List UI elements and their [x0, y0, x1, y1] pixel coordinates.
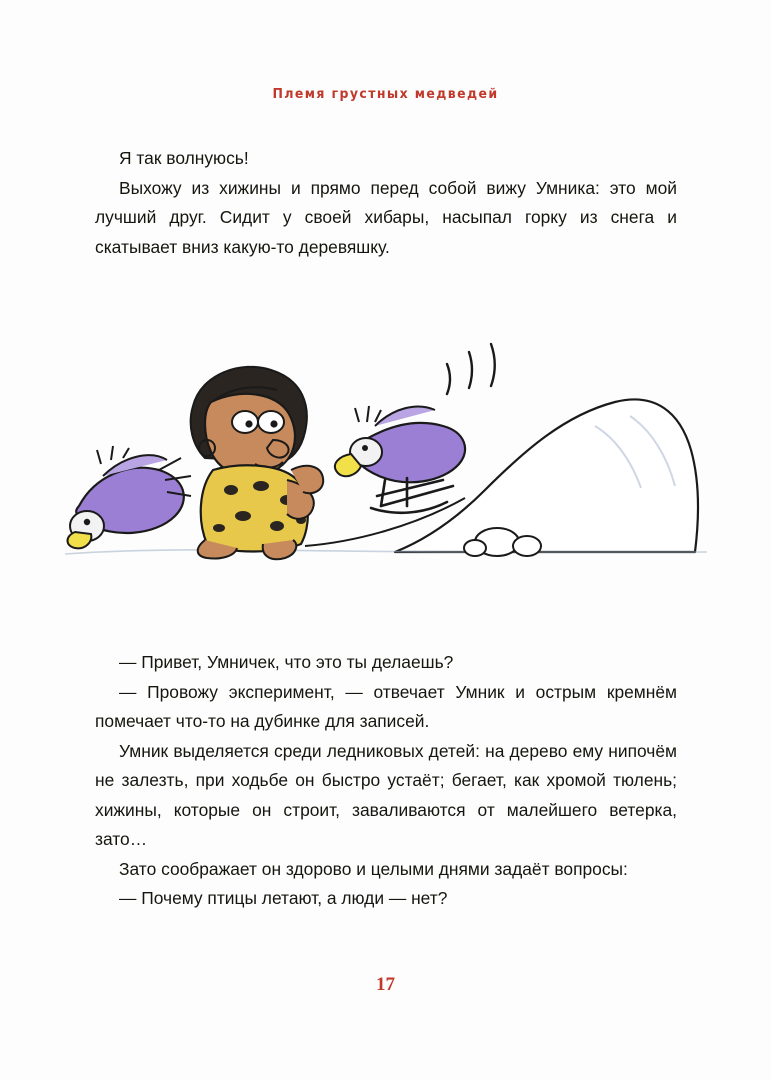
running-head-text: Племя грустных медведей — [272, 85, 499, 102]
running-head — [0, 86, 771, 102]
body-text-bottom — [95, 648, 677, 914]
kneeling-boy-shape — [191, 367, 324, 559]
page-number: 17 — [376, 974, 395, 995]
paragraph: Умник выделяется среди ледниковых детей: на дерево ему нипочём не залезть, при ходьбе он быстро устаёт; бегает, как хромой тюлень; хижины, которые он строит, заваливаются от малейшего ветерка, зато… — [95, 740, 677, 849]
illustration — [55, 330, 715, 610]
paragraph: Выхожу из хижины и прямо перед собой вижу Умника: это мой лучший друг. Сидит у своей хибары, насыпал горку из снега и скатывает вниз какую-то деревяшку. — [95, 177, 677, 257]
purple-bird-left-shape — [68, 446, 192, 548]
paragraph: Зато соображает он здорово и целыми днями задаёт вопросы: — [119, 858, 628, 879]
paragraph: Я так волнуюсь! — [119, 148, 249, 168]
motion-lines-shape — [447, 344, 495, 394]
paragraph: — Почему птицы летают, а люди — нет? — [119, 888, 448, 908]
body-text-top — [95, 144, 677, 262]
paragraph: — Привет, Умничек, что это ты делаешь? — [119, 652, 454, 672]
paragraph: — Провожу эксперимент, — отвечает Умник и острым кремнём помечает что-то на дубинке для записей. — [95, 681, 677, 731]
purple-bird-on-sled-shape — [335, 406, 465, 513]
